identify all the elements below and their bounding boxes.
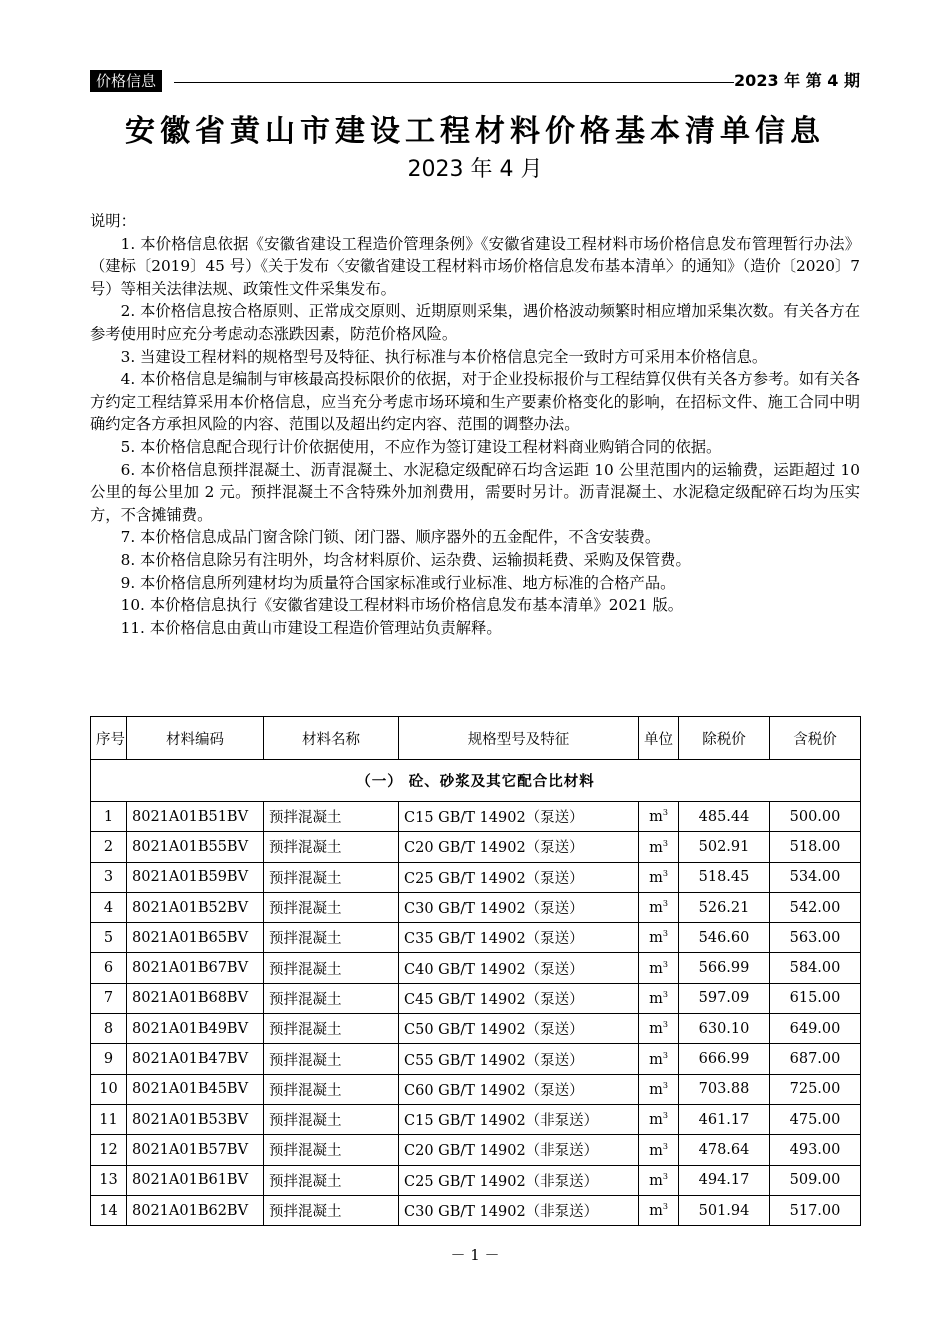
table-row (91, 1074, 861, 1104)
unit-base: m (649, 899, 663, 916)
cell-no: 13 (91, 1165, 127, 1195)
cell-price-ex-tax: 501.94 (679, 1195, 770, 1225)
cell-code: 8021A01B55BV (127, 832, 264, 862)
cell-spec: C35 GB/T 14902（泵送） (399, 923, 639, 953)
col-header-spec: 规格型号及特征 (399, 717, 639, 760)
cell-unit (639, 1044, 679, 1074)
note-item: 11. 本价格信息由黄山市建设工程造价管理站负责解释。 (120, 618, 502, 637)
cell-code: 8021A01B61BV (127, 1165, 264, 1195)
cell-spec: C40 GB/T 14902（泵送） (399, 953, 639, 983)
cell-code: 8021A01B65BV (127, 923, 264, 953)
unit-base: m (649, 960, 663, 977)
cell-spec: C55 GB/T 14902（泵送） (399, 1044, 639, 1074)
unit-exponent: 3 (662, 1141, 668, 1151)
table-row (91, 983, 861, 1013)
cell-name: 预拌混凝土 (264, 1044, 399, 1074)
cell-code: 8021A01B49BV (127, 1014, 264, 1044)
unit-base: m (649, 1021, 663, 1038)
unit-exponent: 3 (662, 1050, 668, 1060)
price-table (90, 716, 861, 1226)
cell-name: 预拌混凝土 (264, 953, 399, 983)
cell-price-ex-tax: 703.88 (679, 1074, 770, 1104)
cell-unit (639, 1014, 679, 1044)
cell-name: 预拌混凝土 (264, 832, 399, 862)
cell-unit (639, 1195, 679, 1225)
cell-price-inc-tax: 509.00 (770, 1165, 861, 1195)
cell-spec: C20 GB/T 14902（非泵送） (399, 1135, 639, 1165)
cell-no: 1 (91, 802, 127, 832)
cell-name: 预拌混凝土 (264, 1195, 399, 1225)
cell-name: 预拌混凝土 (264, 862, 399, 892)
cell-unit (639, 1135, 679, 1165)
cell-no: 5 (91, 923, 127, 953)
cell-code: 8021A01B57BV (127, 1135, 264, 1165)
cell-price-inc-tax: 584.00 (770, 953, 861, 983)
cell-name: 预拌混凝土 (264, 802, 399, 832)
cell-spec: C25 GB/T 14902（非泵送） (399, 1165, 639, 1195)
cell-price-inc-tax: 500.00 (770, 802, 861, 832)
table-row (91, 1165, 861, 1195)
notes-section (90, 210, 860, 639)
cell-unit (639, 923, 679, 953)
cell-spec: C60 GB/T 14902（泵送） (399, 1074, 639, 1104)
col-header-price-inc-tax: 含税价 (770, 717, 861, 760)
cell-name: 预拌混凝土 (264, 1165, 399, 1195)
cell-name: 预拌混凝土 (264, 892, 399, 922)
col-header-no: 序号 (91, 717, 127, 760)
cell-name: 预拌混凝土 (264, 1135, 399, 1165)
cell-code: 8021A01B51BV (127, 802, 264, 832)
cell-code: 8021A01B67BV (127, 953, 264, 983)
note-item: 8. 本价格信息除另有注明外，均含材料原价、运杂费、运输损耗费、采购及保管费。 (120, 550, 691, 569)
note-item: 5. 本价格信息配合现行计价依据使用，不应作为签订建设工程材料商业购销合同的依据。 (120, 437, 722, 456)
cell-no: 10 (91, 1074, 127, 1104)
unit-base: m (649, 990, 663, 1007)
note-item: 2. 本价格信息按合格原则、正常成交原则、近期原则采集，遇价格波动频繁时相应增加采集次数。有关各方在参考使用时应充分考虑动态涨跌因素，防范价格风险。 (90, 302, 860, 343)
cell-price-inc-tax: 518.00 (770, 832, 861, 862)
unit-base: m (649, 839, 663, 856)
col-header-name: 材料名称 (264, 717, 399, 760)
unit-base: m (649, 1112, 663, 1129)
cell-code: 8021A01B62BV (127, 1195, 264, 1225)
section-title: （一） 砼、砂浆及其它配合比材料 (91, 760, 861, 802)
unit-base: m (649, 1081, 663, 1098)
section-row (91, 760, 861, 802)
cell-name: 预拌混凝土 (264, 983, 399, 1013)
cell-code: 8021A01B68BV (127, 983, 264, 1013)
cell-no: 11 (91, 1104, 127, 1134)
unit-exponent: 3 (662, 1171, 668, 1181)
cell-name: 预拌混凝土 (264, 1104, 399, 1134)
cell-unit (639, 953, 679, 983)
cell-unit (639, 1074, 679, 1104)
note-item: 1. 本价格信息依据《安徽省建设工程造价管理条例》《安徽省建设工程材料市场价格信息发布管理暂行办法》（建标〔2019〕45 号）《关于发布〈安徽省建设工程材料市场价格信息发布基本清单〉的通知》（造价〔2020〕7 号）等相关法律法规、政策性文件采集发布。 (90, 234, 860, 298)
cell-price-inc-tax: 517.00 (770, 1195, 861, 1225)
unit-base: m (649, 1051, 663, 1068)
col-header-code: 材料编码 (127, 717, 264, 760)
document-date: 2023 年 4 月 (407, 157, 543, 182)
cell-unit (639, 983, 679, 1013)
unit-exponent: 3 (662, 929, 668, 939)
unit-base: m (649, 1142, 663, 1159)
unit-base: m (649, 1172, 663, 1189)
issue-label: 2023 年 第 4 期 (734, 71, 860, 90)
cell-unit (639, 1104, 679, 1134)
header-rule (174, 82, 734, 83)
note-item: 7. 本价格信息成品门窗含除门锁、闭门器、顺序器外的五金配件，不含安装费。 (120, 528, 661, 547)
cell-price-ex-tax: 526.21 (679, 892, 770, 922)
unit-exponent: 3 (662, 868, 668, 878)
cell-unit (639, 802, 679, 832)
cell-price-ex-tax: 566.99 (679, 953, 770, 983)
cell-spec: C15 GB/T 14902（非泵送） (399, 1104, 639, 1134)
cell-no: 7 (91, 983, 127, 1013)
cell-price-ex-tax: 502.91 (679, 832, 770, 862)
table-row (91, 892, 861, 922)
table-row (91, 1104, 861, 1134)
unit-exponent: 3 (662, 808, 668, 818)
cell-price-ex-tax: 461.17 (679, 1104, 770, 1134)
cell-unit (639, 862, 679, 892)
cell-spec: C25 GB/T 14902（泵送） (399, 862, 639, 892)
unit-base: m (649, 869, 663, 886)
cell-price-ex-tax: 485.44 (679, 802, 770, 832)
cell-price-ex-tax: 494.17 (679, 1165, 770, 1195)
cell-no: 3 (91, 862, 127, 892)
cell-spec: C15 GB/T 14902（泵送） (399, 802, 639, 832)
cell-no: 8 (91, 1014, 127, 1044)
cell-spec: C50 GB/T 14902（泵送） (399, 1014, 639, 1044)
unit-exponent: 3 (662, 1202, 668, 1212)
cell-price-inc-tax: 475.00 (770, 1104, 861, 1134)
table-row (91, 802, 861, 832)
cell-price-ex-tax: 597.09 (679, 983, 770, 1013)
cell-price-inc-tax: 687.00 (770, 1044, 861, 1074)
section-tag: 价格信息 (90, 70, 162, 92)
unit-exponent: 3 (662, 838, 668, 848)
cell-no: 2 (91, 832, 127, 862)
unit-base: m (649, 930, 663, 947)
cell-code: 8021A01B53BV (127, 1104, 264, 1134)
cell-unit (639, 892, 679, 922)
table-row (91, 862, 861, 892)
cell-code: 8021A01B52BV (127, 892, 264, 922)
cell-price-ex-tax: 478.64 (679, 1135, 770, 1165)
page-header (90, 70, 860, 94)
cell-name: 预拌混凝土 (264, 923, 399, 953)
document-title: 安徽省黄山市建设工程材料价格基本清单信息 (125, 114, 825, 149)
unit-exponent: 3 (662, 1020, 668, 1030)
cell-price-ex-tax: 546.60 (679, 923, 770, 953)
notes-lead: 说明： (90, 212, 136, 230)
note-item: 10. 本价格信息执行《安徽省建设工程材料市场价格信息发布基本清单》2021 版。 (120, 596, 684, 615)
cell-spec: C30 GB/T 14902（非泵送） (399, 1195, 639, 1225)
cell-code: 8021A01B47BV (127, 1044, 264, 1074)
cell-spec: C30 GB/T 14902（泵送） (399, 892, 639, 922)
cell-price-inc-tax: 563.00 (770, 923, 861, 953)
cell-price-inc-tax: 725.00 (770, 1074, 861, 1104)
cell-price-ex-tax: 666.99 (679, 1044, 770, 1074)
cell-no: 12 (91, 1135, 127, 1165)
unit-exponent: 3 (662, 990, 668, 1000)
cell-price-inc-tax: 493.00 (770, 1135, 861, 1165)
table-row (91, 1135, 861, 1165)
table-row (91, 832, 861, 862)
note-item: 9. 本价格信息所列建材均为质量符合国家标准或行业标准、地方标准的合格产品。 (120, 573, 676, 592)
cell-code: 8021A01B59BV (127, 862, 264, 892)
col-header-price-ex-tax: 除税价 (679, 717, 770, 760)
cell-no: 14 (91, 1195, 127, 1225)
note-item: 6. 本价格信息预拌混凝土、沥青混凝土、水泥稳定级配碎石均含运距 10 公里范围内的运输费，运距超过 10 公里的每公里加 2 元。预拌混凝土不含特殊外加剂费用，需要时另计。沥青混凝土、水泥稳定级配碎石均为压实方，不含摊铺费。 (90, 460, 860, 524)
cell-spec: C45 GB/T 14902（泵送） (399, 983, 639, 1013)
unit-exponent: 3 (662, 1111, 668, 1121)
cell-price-inc-tax: 534.00 (770, 862, 861, 892)
unit-base: m (649, 1202, 663, 1219)
unit-exponent: 3 (662, 1080, 668, 1090)
cell-code: 8021A01B45BV (127, 1074, 264, 1104)
cell-name: 预拌混凝土 (264, 1074, 399, 1104)
table-row (91, 1195, 861, 1225)
cell-no: 9 (91, 1044, 127, 1074)
cell-unit (639, 832, 679, 862)
cell-price-ex-tax: 518.45 (679, 862, 770, 892)
col-header-unit: 单位 (639, 717, 679, 760)
page-number: － 1 － (450, 1246, 500, 1264)
cell-price-inc-tax: 649.00 (770, 1014, 861, 1044)
unit-base: m (649, 809, 663, 826)
cell-unit (639, 1165, 679, 1195)
unit-exponent: 3 (662, 959, 668, 969)
cell-no: 6 (91, 953, 127, 983)
table-row (91, 1014, 861, 1044)
cell-price-inc-tax: 542.00 (770, 892, 861, 922)
note-item: 3. 当建设工程材料的规格型号及特征、执行标准与本价格信息完全一致时方可采用本价格信息。 (120, 347, 768, 366)
note-item: 4. 本价格信息是编制与审核最高投标限价的依据，对于企业投标报价与工程结算仅供有关各方参考。如有关各方约定工程结算采用本价格信息，应当充分考虑市场环境和生产要素价格变化的影响，在招标文件、施工合同中明确约定各方承担风险的内容、范围以及超出约定内容、范围的调整办法。 (90, 370, 860, 434)
table-row (91, 1044, 861, 1074)
cell-name: 预拌混凝土 (264, 1014, 399, 1044)
cell-price-inc-tax: 615.00 (770, 983, 861, 1013)
table-row (91, 923, 861, 953)
table-header-row (91, 717, 861, 760)
table-row (91, 953, 861, 983)
cell-no: 4 (91, 892, 127, 922)
cell-price-ex-tax: 630.10 (679, 1014, 770, 1044)
cell-spec: C20 GB/T 14902（泵送） (399, 832, 639, 862)
unit-exponent: 3 (662, 899, 668, 909)
